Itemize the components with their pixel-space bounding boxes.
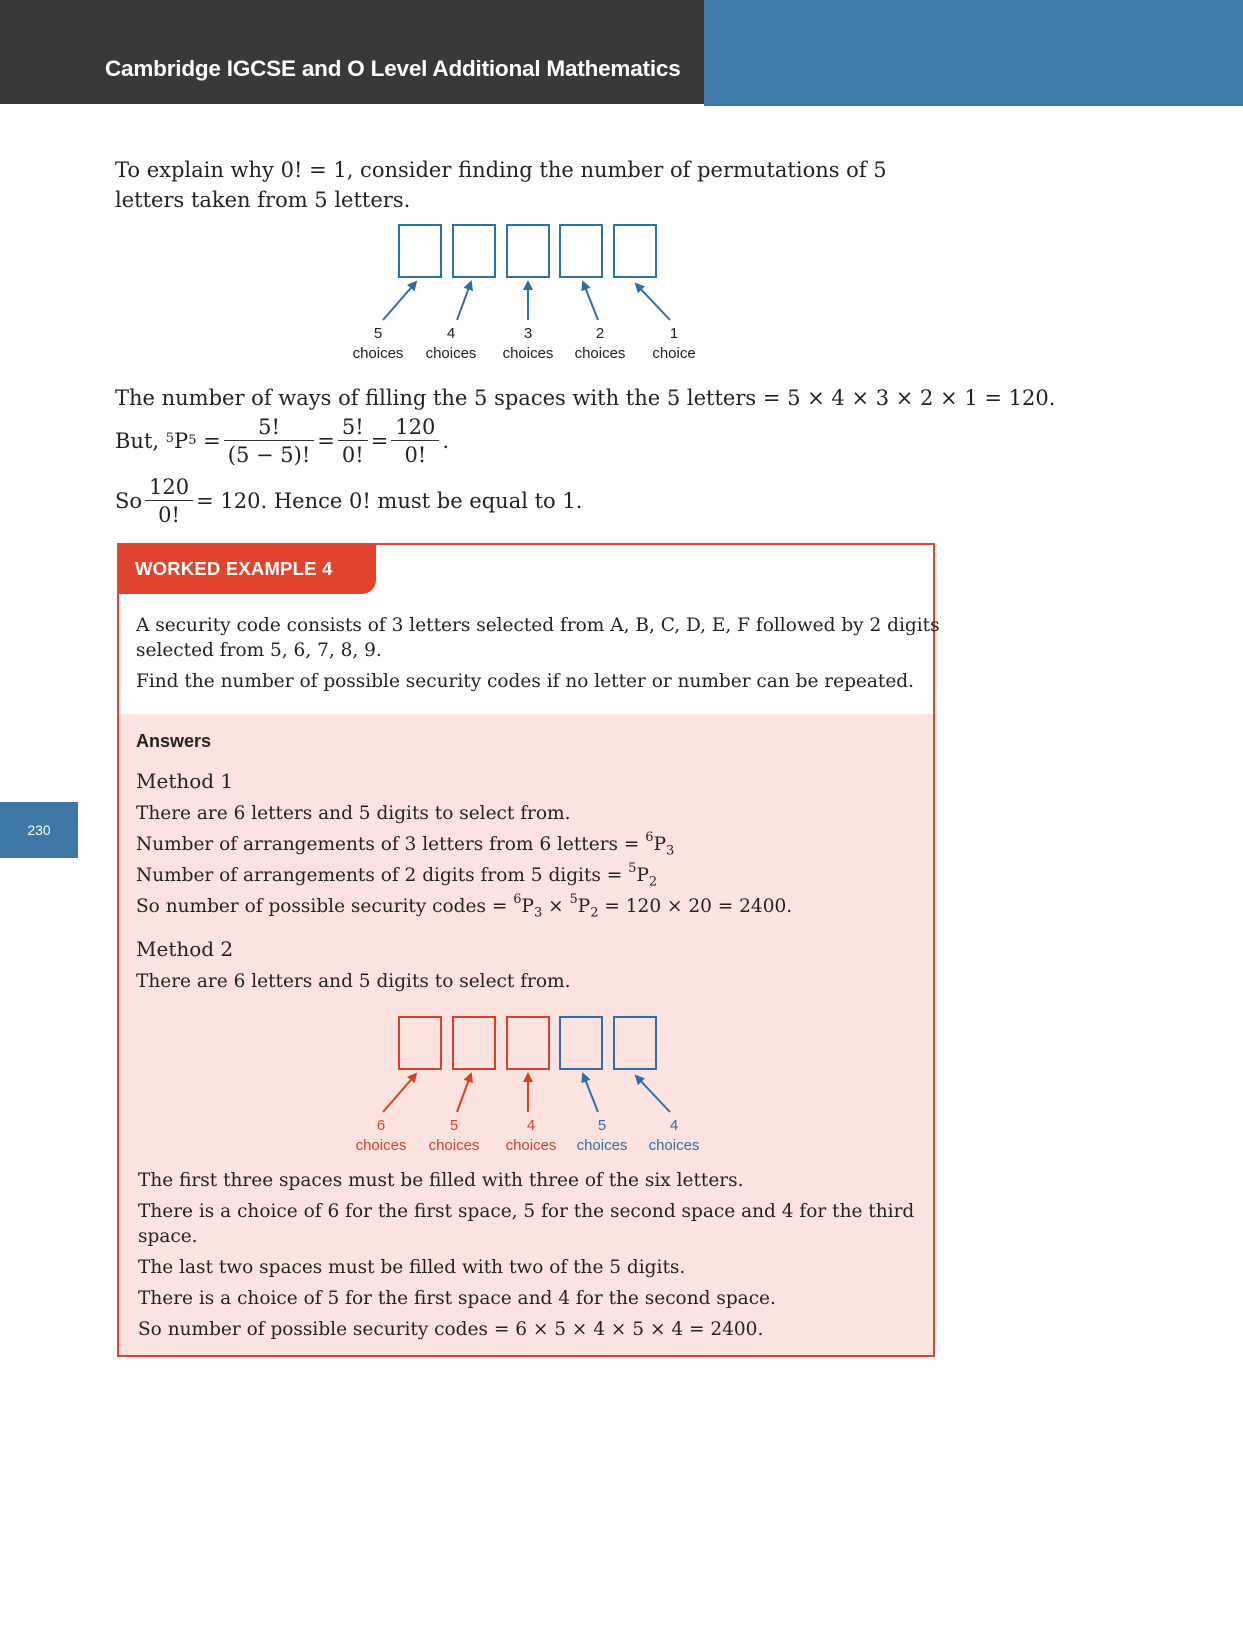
diagram2-label-3: 4 choices (505, 1117, 557, 1154)
method-2-line-6: There is a choice of 5 for the first space and 4 for the second space. (138, 1288, 776, 1309)
letter-arrow (383, 1074, 416, 1112)
letter-slot (399, 1017, 441, 1069)
conclusion-line: So $\frac{120}{0!}$ = 120. Hence 0! must be equal to 1. (115, 475, 583, 527)
diagram1-label-3: 3 choices (502, 325, 554, 362)
letter-slot (399, 225, 441, 277)
method-2-line-2: The first three spaces must be filled with three of the six letters. (138, 1170, 744, 1191)
choice-arrow (636, 284, 670, 320)
security-code-diagram (340, 1012, 720, 1122)
fraction: $\frac{5!}{0!}$ (338, 416, 368, 466)
diagram1-label-4: 2 choices (574, 325, 626, 362)
letter-arrow (457, 1074, 471, 1112)
diagram2-label-1: 6 choices (355, 1117, 407, 1154)
diagram1-label-5: 1 choice (652, 325, 696, 362)
permutation-diagram (340, 220, 720, 330)
method-2-title: Method 2 (136, 937, 234, 961)
diagram2-label-2: 5 choices (428, 1117, 480, 1154)
letter-slot (614, 225, 656, 277)
method-2-line-3: There is a choice of 6 for the first space, 5 for the second space and 4 for the third (138, 1201, 915, 1222)
question-line-2: selected from 5, 6, 7, 8, 9. (136, 640, 382, 661)
method-1-line-4: So number of possible security codes = $^6P_3 \times ^5P_2 = 120 \times 20 = 2400$. (136, 891, 793, 921)
method-2-line-7: So number of possible security codes = 6 × 5 × 4 × 5 × 4 = 2400. (138, 1319, 764, 1340)
fraction: $\frac{5!}{(5 - 5)!}$ (224, 416, 315, 466)
method-1-line-3: Number of arrangements of 2 digits from 5 digits = $^5P_2$ (136, 860, 658, 890)
method-1-line-1: There are 6 letters and 5 digits to select from. (136, 803, 571, 824)
factorial-equation: But, $^5$ P 5 = $\frac{5!}{(5 - 5)!}$ = $\frac{5!}{0!}$ = $\frac{120}{0!}$ . (115, 415, 450, 467)
method-2-line-4: space. (138, 1226, 198, 1247)
digit-arrow (636, 1076, 670, 1112)
question-line-1: A security code consists of 3 letters selected from A, B, C, D, E, F followed by 2 digits (136, 615, 940, 636)
fraction: $\frac{120}{0!}$ (145, 476, 193, 526)
letter-slot (507, 1017, 549, 1069)
question-line-3: Find the number of possible security codes if no letter or number can be repeated. (136, 671, 915, 692)
answers-heading: Answers (136, 731, 212, 751)
header-accent-bar (704, 0, 1243, 106)
ways-line: The number of ways of filling the 5 spaces with the 5 letters = 5 × 4 × 3 × 2 × 1 = 120. (115, 386, 1056, 410)
diagram2-label-4: 5 choices (576, 1117, 628, 1154)
method-1-line-2: Number of arrangements of 3 letters from 6 letters = $^6P_3$ (136, 829, 675, 859)
page-number: 230 (27, 822, 51, 838)
method-2-line-1: There are 6 letters and 5 digits to select from. (136, 971, 571, 992)
method-1-title: Method 1 (136, 769, 234, 793)
diagram1-label-1: 5 choices (352, 325, 404, 362)
method-2-line-5: The last two spaces must be filled with two of the 5 digits. (138, 1257, 686, 1278)
letter-slot (507, 225, 549, 277)
choice-arrow (383, 282, 416, 320)
page-number-tab (0, 802, 78, 858)
intro-line-1: To explain why 0! = 1, consider finding the number of permutations of 5 (115, 158, 887, 182)
letter-slot (560, 225, 602, 277)
letter-slot (453, 1017, 495, 1069)
book-title: Cambridge IGCSE and O Level Additional Mathematics (105, 56, 681, 81)
diagram1-label-2: 4 choices (425, 325, 477, 362)
choice-arrow (583, 282, 598, 320)
fraction: $\frac{120}{0!}$ (391, 416, 439, 466)
digit-arrow (583, 1074, 598, 1112)
choice-arrow (457, 282, 471, 320)
digit-slot (614, 1017, 656, 1069)
intro-line-2: letters taken from 5 letters. (115, 188, 411, 212)
diagram2-label-5: 4 choices (648, 1117, 700, 1154)
digit-slot (560, 1017, 602, 1069)
header-bar (0, 0, 704, 104)
worked-example-tab: WORKED EXAMPLE 4 (117, 543, 376, 594)
letter-slot (453, 225, 495, 277)
